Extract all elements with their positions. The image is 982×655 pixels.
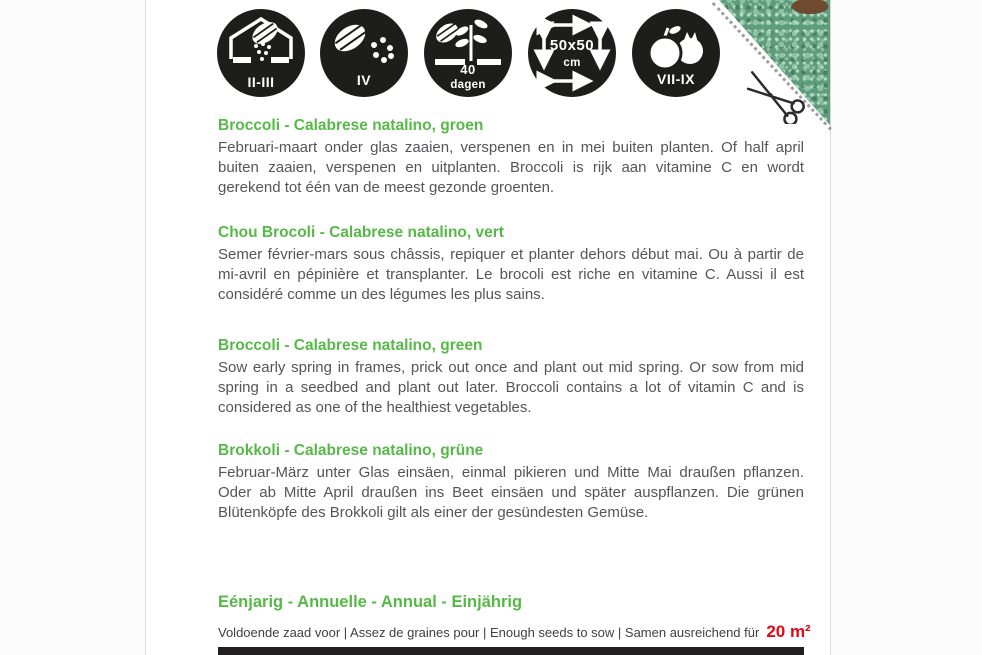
seeds-coverage-text: Voldoende zaad voor | Assez de graines pour | Enough seeds to sow | Samen ausreichend für xyxy=(218,625,760,640)
lifecycle-multilanguage-line: Eénjarig - Annuelle - Annual - Einjährig xyxy=(218,593,523,611)
spacing-value: 50x50 xyxy=(549,37,595,54)
heading-german: Brokkoli - Calabrese natalino, grüne xyxy=(218,442,484,459)
bottom-black-bar xyxy=(218,647,804,655)
sow-under-glass-icon xyxy=(217,9,305,97)
body-english: Sow early spring in frames, prick out once and plant out mid spring. Or sow from mid spring in a seedbed and plant out later. Broccoli contains a lot of vitamin C and is considered as one of the healthiest vegetables. xyxy=(218,359,804,416)
body-dutch: Februari-maart onder glas zaaien, verspenen en in mei buiten planten. Of half april buiten zaaien, verspenen en uitplanten. Broccoli is rijk aan vitamine C en wordt gerekend tot één van de meest gezonde groenten. xyxy=(218,139,804,196)
seeds-coverage-line xyxy=(218,622,828,642)
section-french xyxy=(218,222,804,305)
harvest-months: VII-IX xyxy=(656,71,695,87)
body-french: Semer février-mars sous châssis, repiquer et planter dehors début mai. Ou à partir de mi-avril en pépinière et transplanter. Le brocoli est riche en vitamine C. Aussi il est considéré comme un des légumes les plus sains. xyxy=(218,246,804,303)
packet-card xyxy=(145,0,831,655)
body-german: Februar-März unter Glas einsäen, einmal pikieren und Mitte Mai draußen pflanzen. Oder ab Mitte April draußen ins Beet einsäen und später auspflanzen. Die grünen Blütenköpfe des Brokkoli gilt als einer der gesündesten Gemüse. xyxy=(218,464,804,521)
sow-under-glass-months: II-III xyxy=(247,74,275,90)
heading-french: Chou Brocoli - Calabrese natalino, vert xyxy=(218,224,504,241)
days-to-emerge-value: 40 xyxy=(460,62,476,77)
days-to-emerge-unit: dagen xyxy=(450,79,486,91)
sow-direct-months: IV xyxy=(356,72,372,88)
spacing-unit: cm xyxy=(563,57,581,69)
section-german xyxy=(218,440,804,523)
plant-spacing-icon xyxy=(528,9,616,97)
harvest-period-icon xyxy=(632,9,720,97)
heading-english: Broccoli - Calabrese natalino, green xyxy=(218,337,483,354)
section-dutch xyxy=(218,115,804,198)
plant-out-icon xyxy=(424,9,512,97)
heading-dutch: Broccoli - Calabrese natalino, groen xyxy=(218,117,484,134)
coverage-area-value: 20 m² xyxy=(766,622,811,641)
section-english xyxy=(218,335,804,418)
sow-direct-icon xyxy=(320,9,408,97)
